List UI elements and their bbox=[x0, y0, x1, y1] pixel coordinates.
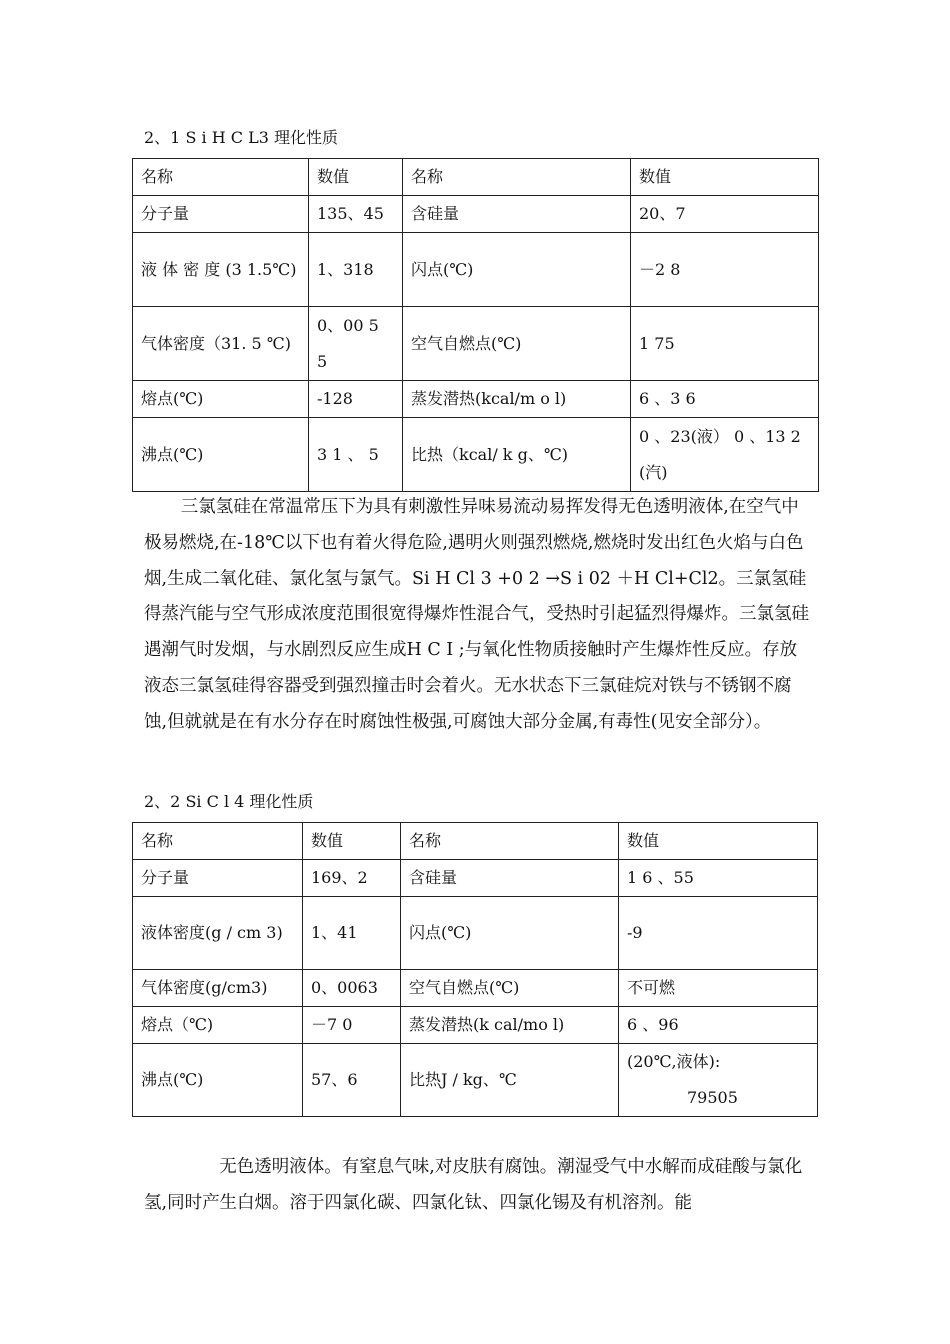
table-row bbox=[133, 860, 818, 897]
table-cell: 空气自燃点(℃) bbox=[401, 970, 619, 1007]
table-row bbox=[133, 1007, 818, 1044]
table-cell: 比热J / kg、℃ bbox=[401, 1044, 619, 1117]
table-cell: 蒸发潜热(k cal/mo l) bbox=[401, 1007, 619, 1044]
table-cell: 闪点(℃) bbox=[403, 233, 631, 307]
table-cell: 液体密度(g / cm 3) bbox=[133, 897, 303, 970]
table-cell: 熔点（℃) bbox=[133, 1007, 303, 1044]
cell-line: (20℃,液体): bbox=[627, 1052, 721, 1071]
table-cell: 沸点(℃) bbox=[133, 418, 309, 492]
table-row bbox=[133, 233, 819, 307]
table-cell: 1 6 、55 bbox=[619, 860, 818, 897]
table-cell: 6 、3 6 bbox=[631, 381, 819, 418]
table-row bbox=[133, 381, 819, 418]
header-cell: 名称 bbox=[403, 159, 631, 196]
table-cell: 不可燃 bbox=[619, 970, 818, 1007]
table-row bbox=[133, 897, 818, 970]
table-cell: 含硅量 bbox=[401, 860, 619, 897]
table-cell: 气体密度(g/cm3) bbox=[133, 970, 303, 1007]
table-cell: 0 、23(液） 0 、13 2 (汽) bbox=[631, 418, 819, 492]
table-cell: 比热（kcal/ k g、℃) bbox=[403, 418, 631, 492]
table-header-row bbox=[133, 823, 818, 860]
table-cell: 蒸发潜热(kcal/m o l) bbox=[403, 381, 631, 418]
table-cell: －7 0 bbox=[303, 1007, 401, 1044]
table-cell: 闪点(℃) bbox=[401, 897, 619, 970]
table-header-row bbox=[133, 159, 819, 196]
header-cell: 数值 bbox=[619, 823, 818, 860]
table-cell: 含硅量 bbox=[403, 196, 631, 233]
sihcl3-description bbox=[144, 490, 812, 741]
table-cell: 169、2 bbox=[303, 860, 401, 897]
table-cell: －2 8 bbox=[631, 233, 819, 307]
header-cell: 名称 bbox=[401, 823, 619, 860]
table-cell: 液 体 密 度 (3 1.5℃) bbox=[133, 233, 309, 307]
table-row bbox=[133, 1044, 818, 1117]
table-cell: 3 1 、 5 bbox=[309, 418, 403, 492]
table-row bbox=[133, 307, 819, 381]
header-cell: 数值 bbox=[631, 159, 819, 196]
table-cell: -128 bbox=[309, 381, 403, 418]
table-row bbox=[133, 418, 819, 492]
section1-heading: 2、1 S i H C L3 理化性质 bbox=[144, 128, 338, 147]
table-cell: 20、7 bbox=[631, 196, 819, 233]
table-row bbox=[133, 196, 819, 233]
table-cell: 熔点(℃) bbox=[133, 381, 309, 418]
header-cell: 数值 bbox=[303, 823, 401, 860]
table-cell: -9 bbox=[619, 897, 818, 970]
table-cell: 0、00 5 5 bbox=[309, 307, 403, 381]
table-cell: 空气自燃点(℃) bbox=[403, 307, 631, 381]
table-cell: 气体密度（31. 5 ℃) bbox=[133, 307, 309, 381]
table-cell: 1、41 bbox=[303, 897, 401, 970]
header-cell: 数值 bbox=[309, 159, 403, 196]
sicl4-description bbox=[144, 1150, 812, 1222]
sicl4-properties-table bbox=[132, 822, 818, 1117]
paragraph-text: 三氯氢硅在常温常压下为具有刺激性异味易流动易挥发得无色透明液体,在空气中极易燃烧,在-18℃以下也有着火得危险,遇明火则强烈燃烧,燃烧时发出红色火焰与白色烟,生成二氧化硅、氯化氢与氯气。Si H Cl 3 +0 2 →S i 02 ＋H Cl+Cl2。三氯氢硅得蒸汽能与空气形成浓度范围很宽得爆炸性混合气，受热时引起猛烈得爆炸。三氯氢硅遇潮气时发烟，与水剧烈反应生成H C I ;与氧化性物质接触时产生爆炸性反应。存放液态三氯氢硅得容器受到强烈撞击时会着火。无水状态下三氯硅烷对铁与不锈钢不腐蚀,但就就是在有水分存在时腐蚀性极强,可腐蚀大部分金属,有毒性(见安全部分）。 bbox=[144, 497, 809, 732]
table-cell: 57、6 bbox=[303, 1044, 401, 1117]
table-cell: 1 75 bbox=[631, 307, 819, 381]
header-cell: 名称 bbox=[133, 159, 309, 196]
cell-line: 79505 bbox=[687, 1088, 738, 1107]
table-cell bbox=[619, 1044, 818, 1117]
table-cell: 沸点(℃) bbox=[133, 1044, 303, 1117]
table-cell: 分子量 bbox=[133, 860, 303, 897]
header-cell: 名称 bbox=[133, 823, 303, 860]
table-cell: 分子量 bbox=[133, 196, 309, 233]
table-cell: 0、0063 bbox=[303, 970, 401, 1007]
table-cell: 135、45 bbox=[309, 196, 403, 233]
table-cell: 6 、96 bbox=[619, 1007, 818, 1044]
paragraph-text: 无色透明液体。有窒息气味,对皮肤有腐蚀。潮湿受气中水解而成硅酸与氯化氢,同时产生白烟。溶于四氯化碳、四氯化钛、四氯化锡及有机溶剂。能 bbox=[144, 1157, 803, 1213]
section2-heading: 2、2 Si C l 4 理化性质 bbox=[144, 792, 314, 811]
table-cell: 1、318 bbox=[309, 233, 403, 307]
sihcl3-properties-table bbox=[132, 158, 819, 492]
table-row bbox=[133, 970, 818, 1007]
